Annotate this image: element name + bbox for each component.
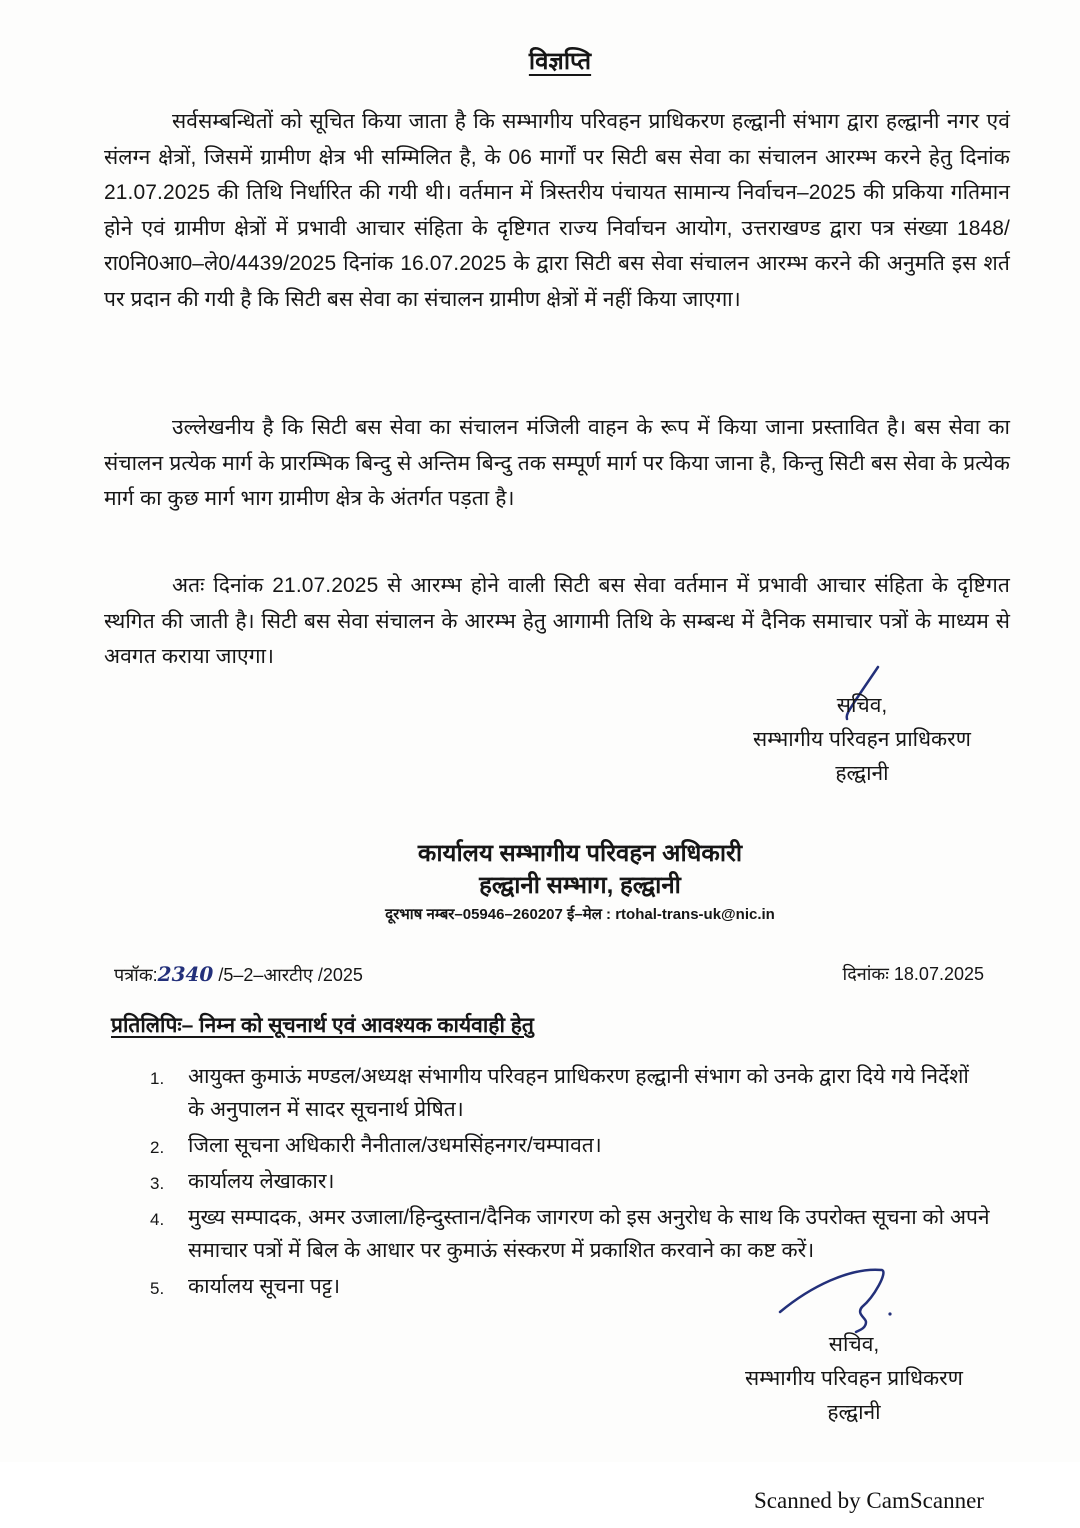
signatory-designation: सचिव, (828, 1333, 880, 1356)
item-text: जिला सूचना अधिकारी नैनीताल/उधमसिंहनगर/चम्पावत। (188, 1134, 602, 1157)
item-text: कार्यालय सूचना पट्ट। (188, 1275, 341, 1298)
notice-signature-block (712, 689, 1012, 791)
signatory-place: हल्द्वानी (827, 1401, 881, 1424)
date-label: दिनांकः (842, 964, 889, 984)
item-text: आयुक्त कुमाऊं मण्डल/अध्यक्ष संभागीय परिवहन प्राधिकरण हल्द्वानी संभाग को उनके द्वारा दिये गये निर्देशों के अनुपालन में सादर सूचनार्थ प्रेषित। (188, 1065, 969, 1121)
item-number: 5. (150, 1279, 165, 1298)
item-number: 1. (150, 1069, 165, 1088)
list-item (150, 1201, 990, 1267)
notice-title: विज्ञप्ति (528, 48, 592, 75)
item-number: 3. (150, 1174, 165, 1193)
scanner-watermark: Scanned by CamScanner (754, 1488, 984, 1513)
letter-number-suffix: /5–2–आरटीए /2025 (218, 965, 363, 985)
list-item (150, 1165, 990, 1198)
item-number: 4. (150, 1210, 165, 1229)
notice-paragraph-1 (104, 104, 1010, 317)
list-item (150, 1129, 990, 1162)
paragraph-text: उल्लेखनीय है कि सिटी बस सेवा का संचालन मंजिली वाहन के रूप में किया जाना प्रस्तावित है। बस सेवा का संचालन प्रत्येक मार्ग के प्रारम्भिक बिन्दु से अन्तिम बिन्दु तक सम्पूर्ण मार्ग पर किया जाना है, किन्तु सिटी बस सेवा के प्रत्येक मार्ग का कुछ मार्ग भाग ग्रामीण क्षेत्र के अंतर्गत पड़ता है। (104, 416, 1010, 510)
item-number: 2. (150, 1138, 165, 1157)
copy-signature-block (704, 1328, 1004, 1430)
signature-mark-2 (770, 1262, 900, 1337)
paragraph-text: सर्वसम्बन्धितों को सूचित किया जाता है कि सम्भागीय परिवहन प्राधिकरण हल्द्वानी संभाग द्वारा हल्द्वानी नगर एवं संलग्न क्षेत्रों, जिसमें ग्रामीण क्षेत्र भी सम्मिलित है, के 06 मार्गों पर सिटी बस सेवा का संचालन आरम्भ करने हेतु दिनांक 21.07.2025 की तिथि निर्धारित की गयी थी। वर्तमान में त्रिस्तरीय पंचायत सामान्य निर्वाचन–2025 की प्रकिया गतिमान होने एवं ग्रामीण क्षेत्रों में प्रभावी आचार संहिता के दृष्टिगत राज्य निर्वाचन आयोग, उत्तराखण्ड द्वारा पत्र संख्या 1848/रा0नि0आ0–ले0/4439/2025 दिनांक 16.07.2025 के द्वारा सिटी बस सेवा संचालन आरम्भ करने की अनुमति इस शर्त पर प्रदान की गयी है कि सिटी बस सेवा का संचालन ग्रामीण क्षेत्रों में नहीं किया जाएगा। (104, 110, 1010, 311)
list-item (150, 1060, 990, 1126)
notice-paragraph-3 (104, 568, 1010, 675)
letter-number (114, 962, 363, 987)
signatory-authority: सम्भागीय परिवहन प्राधिकरण (753, 728, 971, 751)
letter-date (843, 962, 984, 986)
item-text: कार्यालय लेखाकार। (188, 1170, 335, 1193)
signatory-designation: सचिव, (836, 694, 888, 717)
signatory-authority: सम्भागीय परिवहन प्राधिकरण (745, 1367, 963, 1390)
office-place: हल्द्वानी सम्भाग, हल्द्वानी (479, 872, 681, 899)
handwritten-number: 2340 (157, 962, 214, 986)
office-name: कार्यालय सम्भागीय परिवहन अधिकारी (417, 840, 743, 867)
item-text: मुख्य सम्पादक, अमर उजाला/हिन्दुस्तान/दैनिक जागरण को इस अनुरोध के साथ कि उपरोक्त सूचना को अपने समाचार पत्रों में बिल के आधार पर कुमाऊं संस्करण में प्रकाशित करवाने का कष्ट करें। (188, 1206, 990, 1262)
copy-to-heading: प्रतिलिपिः– निम्न को सूचनार्थ एवं आवश्यक कार्यवाही हेतु (111, 1014, 534, 1037)
paragraph-text: अतः दिनांक 21.07.2025 से आरम्भ होने वाली सिटी बस सेवा वर्तमान में प्रभावी आचार संहिता के दृष्टिगत स्थगित की जाती है। सिटी बस सेवा संचालन के आरम्भ हेतु आगामी तिथि के सम्बन्ध में दैनिक समाचार पत्रों के माध्यम से अवगत कराया जाएगा। (104, 574, 1010, 668)
date-value: 18.07.2025 (893, 964, 984, 984)
office-contact: दूरभाष नम्बर–05946–260207 ई–मेल : rtohal-trans-uk@nic.in (385, 906, 775, 923)
signatory-place: हल्द्वानी (835, 762, 889, 785)
letter-number-label: पत्रॉक: (114, 965, 158, 985)
notice-paragraph-2 (104, 410, 1010, 517)
